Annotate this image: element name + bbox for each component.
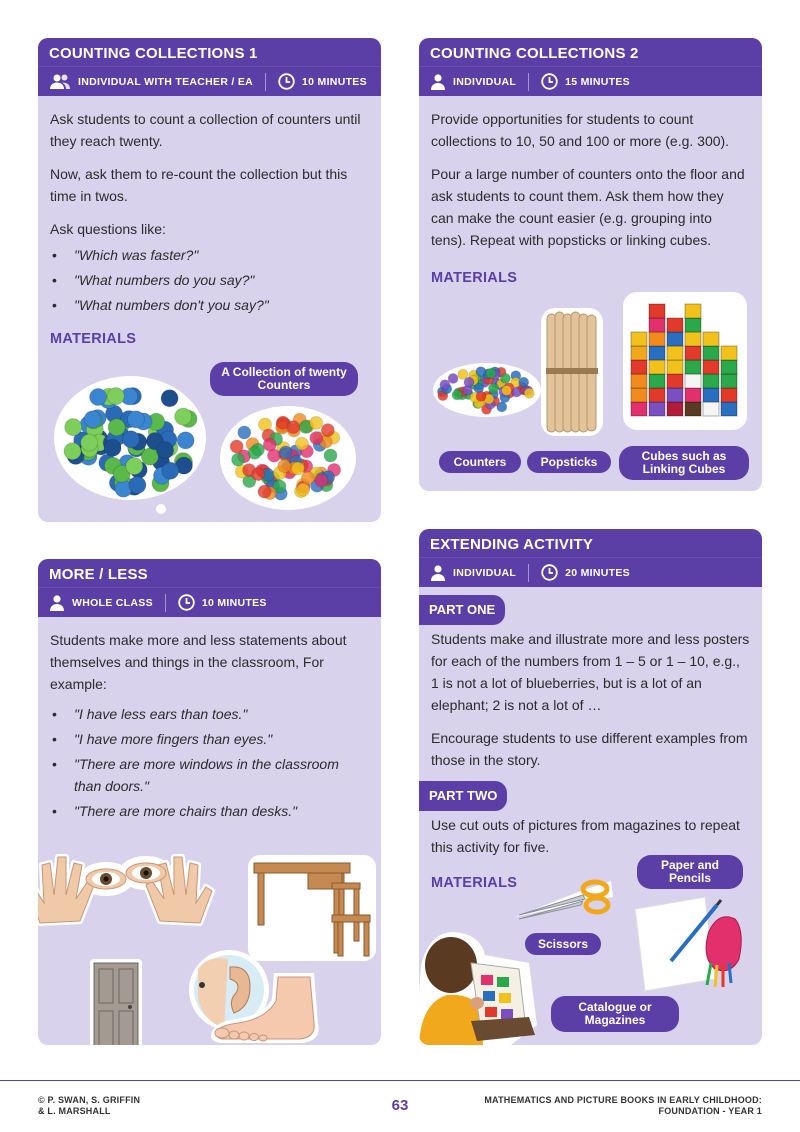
card-meta [38,66,381,96]
decorative-dot [156,504,166,514]
paragraph: Encourage students to use different examples from those in the story. [431,730,748,768]
materials-pill: Counters [439,451,521,473]
card-counting-collections-1 [38,38,381,522]
group-label: INDIVIDUAL [453,75,517,88]
paragraph: Use cut outs of pictures from magazines to repeat this activity for five. [431,817,740,855]
group-label: INDIVIDUAL WITH TEACHER / EA [78,75,254,88]
time-label: 10 MINUTES [302,75,367,88]
divider [528,564,529,582]
divider [265,73,266,91]
book-title-line: FOUNDATION - YEAR 1 [658,1106,762,1116]
time-label: 15 MINUTES [565,75,630,88]
card-title: MORE / LESS [49,566,148,583]
materials-label: MATERIALS [50,331,137,347]
door-image [90,959,142,1045]
list-item: • "There are more chairs than desks." [50,800,369,822]
list-item: • "What numbers don't you say?" [50,294,369,316]
card-title: COUNTING COLLECTIONS 2 [430,45,639,62]
group-label: INDIVIDUAL [453,566,517,579]
clock-icon [541,564,558,581]
card-meta [419,557,762,587]
statement-list [50,703,369,822]
paragraph: Ask questions like: [50,221,166,237]
paragraph: Pour a large number of counters onto the floor and ask students to count them. Ask them how they can make the count easier (e.g. grouping into tens). Repeat with popsticks or linking cubes. [431,166,745,248]
card-title: COUNTING COLLECTIONS 1 [49,45,258,62]
footer-divider [0,1080,800,1081]
paper-and-pencils-image [631,891,745,995]
card-counting-collections-2 [419,38,762,491]
card-body [419,96,762,289]
clock-icon [278,73,295,90]
person-icon [49,595,65,611]
card-header [419,38,762,96]
materials-pill: Popsticks [527,451,611,473]
materials-label: MATERIALS [431,875,518,891]
paragraph: Provide opportunities for students to count collections to 10, 50 and 100 or more (e.g. 300). [431,111,730,149]
coloured-counters-image [218,404,358,512]
group-label: WHOLE CLASS [72,596,153,609]
page-number: 63 [391,1097,409,1114]
card-body [38,617,381,822]
popsticks-image [539,306,605,438]
linking-cubes-image [621,290,749,432]
card-header [419,529,762,587]
materials-pill: Paper and Pencils [637,855,743,889]
paragraph: Students make more and less statements about themselves and things in the classroom, For example: [50,632,347,692]
paragraph: Ask students to count a collection of counters until they reach twenty. [50,111,361,149]
divider [165,594,166,612]
card-title: EXTENDING ACTIVITY [430,536,594,553]
part-one-tab: PART ONE [419,595,505,625]
book-title-line: MATHEMATICS AND PICTURE BOOKS IN EARLY CHILDHOOD: [484,1095,762,1105]
person-icon [430,565,446,581]
card-header [38,38,381,96]
card-header [38,559,381,617]
list-item: • "There are more windows in the classroom than doors." [50,753,369,797]
paragraph: Now, ask them to re-count the collection but this time in twos. [50,166,348,204]
question-list [50,244,369,316]
clock-icon [541,73,558,90]
scissors-image [511,877,615,925]
copyright-line: & L. MARSHALL [38,1106,111,1116]
list-item: • "What numbers do you say?" [50,269,369,291]
counters-pile-image [50,366,210,506]
part-two-tab: PART TWO [419,781,507,811]
people-icon [49,74,71,90]
materials-pill: A Collection of twenty Counters [210,362,358,396]
materials-pill: Catalogue or Magazines [551,996,679,1032]
card-extending-activity [419,529,762,1045]
card-body [419,587,762,894]
materials-pill: Cubes such as Linking Cubes [619,446,749,480]
paragraph: Students make and illustrate more and less posters for each of the numbers from 1 – 5 or 1 – 10, e.g., 1 is not a lot of blueberries, but is a lot of an elephant; 2 is not a lot of … [431,631,750,713]
card-more-less [38,559,381,1045]
hands-and-eyes-image [38,851,220,931]
card-meta [419,66,762,96]
materials-pill: Scissors [525,933,601,955]
child-with-catalogue-image [419,925,541,1045]
person-icon [430,74,446,90]
time-label: 10 MINUTES [201,596,267,609]
foot-image [206,969,332,1045]
counters-heap-image [431,358,543,418]
materials-label: MATERIALS [431,270,518,286]
list-item: • "I have less ears than toes." [50,703,369,725]
card-body [38,96,381,350]
time-label: 20 MINUTES [565,566,630,579]
list-item: • "Which was faster?" [50,244,369,266]
list-item: • "I have more fingers than eyes." [50,728,369,750]
card-meta [38,587,381,617]
copyright-line: © P. SWAN, S. GRIFFIN [38,1095,141,1105]
desk-and-chair-image [246,853,378,963]
divider [528,73,529,91]
clock-icon [178,594,195,611]
footer-book-title [484,1095,762,1117]
